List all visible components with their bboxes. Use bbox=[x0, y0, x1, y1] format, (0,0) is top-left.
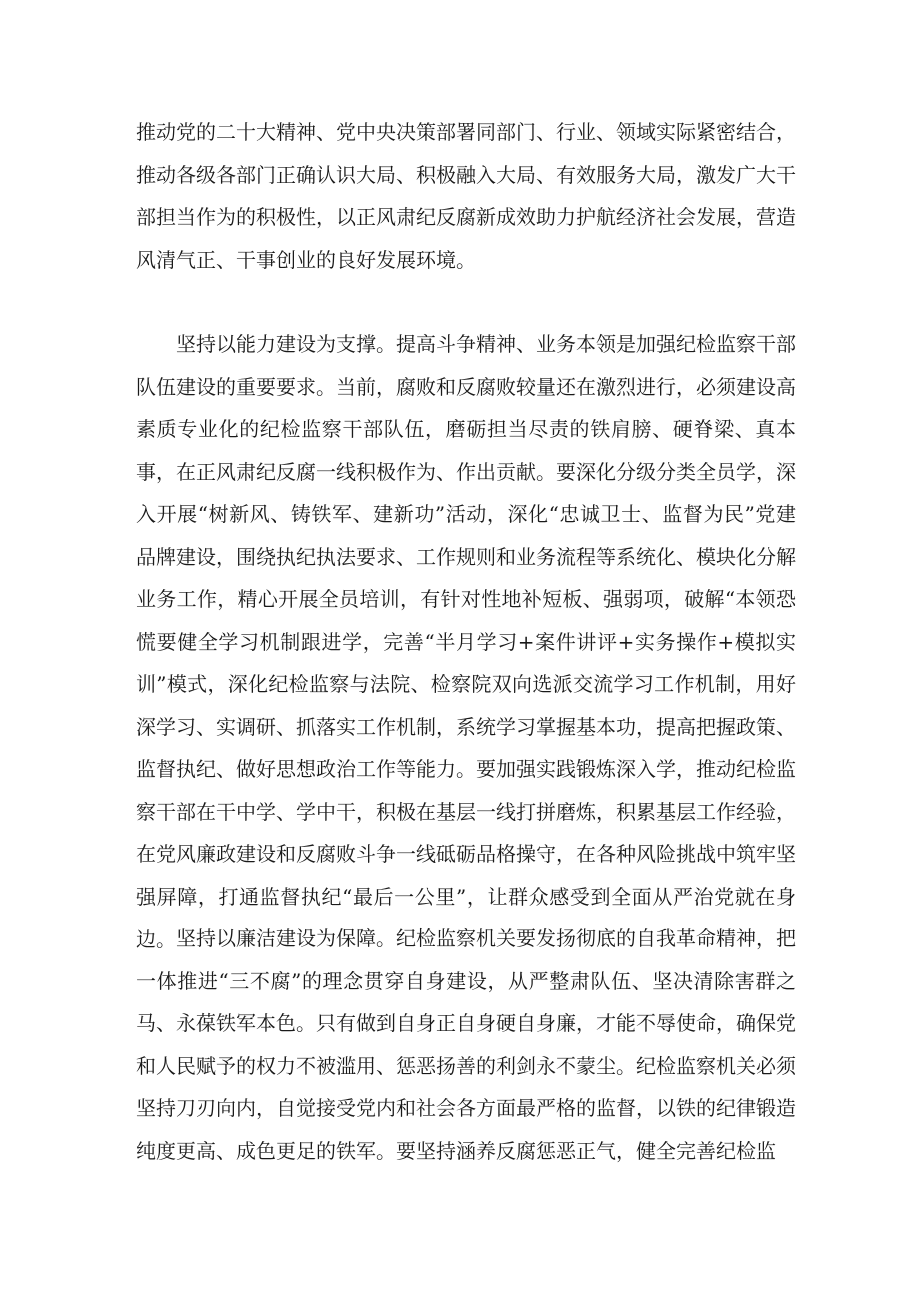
paragraph-integrity-building bbox=[136, 917, 796, 1172]
paragraph-text-2: 坚持以能力建设为支撑。提高斗争精神、业务本领是加强纪检监察干部队伍建设的重要要求。当前，腐败和反腐败较量还在激烈进行，必须建设高素质专业化的纪检监察干部队伍，磨砺担当尽责的铁肩膀、硬脊梁、真本事，在正风肃纪反腐一线积极作为、作出贡献。要深化分级分类全员学，深入开展“树新风、铸铁军、建新功”活动，深化“忠诚卫士、监督为民”党建品牌建设，围绕执纪执法要求、工作规则和业务流程等系统化、模块化分解业务工作，精心开展全员培训，有针对性地补短板、强弱项，破解“本领恐慌要健全学习机制跟进学，完善“半月学习+案件讲评+实务操作+模拟实训”模式，深化纪检监察与法院、检察院双向选派交流学习工作机制，用好深学习、实调研、抓落实工作机制，系统学习掌握基本功，提高把握政策、监督执纪、做好思想政治工作等能力。要加强实践锻炼深入学，推动纪检监察干部在干中学、学中干，积极在基层一线打拼磨炼，积累基层工作经验，在党风廉政建设和反腐败斗争一线砥砺品格操守，在各种风险挑战中筑牢坚强屏障，打通监督执纪“最后一公里”，让群众感受到全面从严治党就在身边。 bbox=[136, 332, 796, 951]
paragraph-text-1: 推动党的二十大精神、党中央决策部署同部门、行业、领域实际紧密结合，推动各级各部门正确认识大局、积极融入大局、有效服务大局，激发广大干部担当作为的积极性，以正风肃纪反腐新成效助力护航经济社会发展，营造风清气正、干事创业的良好发展环境。 bbox=[136, 120, 796, 272]
paragraph-ability-building bbox=[136, 323, 796, 961]
paragraph-text-3: 坚持以廉洁建设为保障。纪检监察机关要发扬彻底的自我革命精神，把一体推进“三不腐”的理念贯穿自身建设，从严整肃队伍、坚决清除害群之马、永葆铁军本色。只有做到自身正自身硬自身廉，才能不辱使命，确保党和人民赋予的权力不被滥用、惩恶扬善的利剑永不蒙尘。纪检监察机关必须坚持刀刃向内，自觉接受党内和社会各方面最严格的监督，以铁的纪律锻造纯度更高、成色更足的铁军。要坚持涵养反腐惩恶正气，健全完善纪检监 bbox=[136, 926, 796, 1163]
paragraph-continuation bbox=[136, 111, 796, 281]
